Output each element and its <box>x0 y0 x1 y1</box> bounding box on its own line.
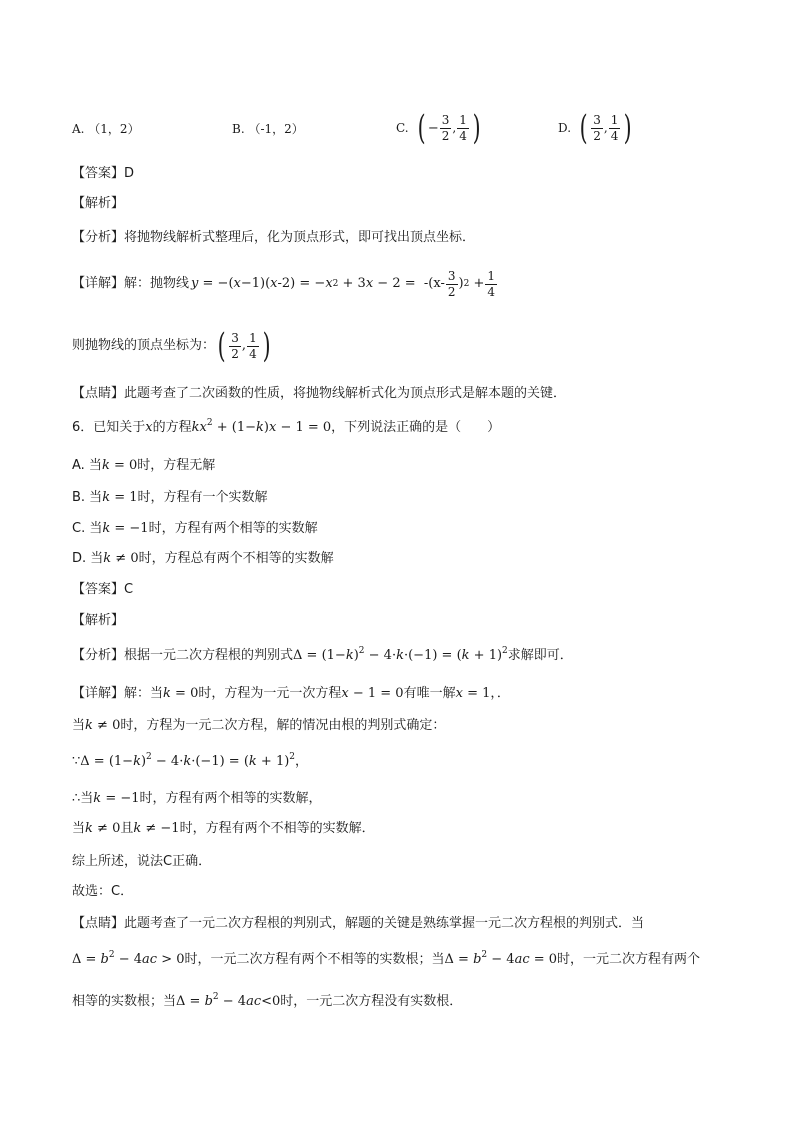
fenxi-line-q6: 【分析】根据一元二次方程根的判别式$\Delta = (1-k)^2 - 4\cdot k\cdot(-1) = (k + 1)^2$求解即可． <box>72 646 573 663</box>
q6-option-d: D. 当k ≠ 0时，方程总有两个不相等的实数解 <box>72 551 334 566</box>
option-c: C. ( − $\frac{3}{2}$ , $\frac{1}{4}$ ) <box>396 108 481 148</box>
vertex-line-q5: 则抛物线的顶点坐标为： ( $\frac{3}{2}$ , $\frac{1}{4}$ ) <box>72 326 271 366</box>
dianjing-line-q6-1: 【点睛】此题考查了一元二次方程根的判别式，解题的关键是熟练掌握一元二次方程根的判别式．当 <box>72 916 645 931</box>
q6-option-c: C. 当k = −1时，方程有两个相等的实数解 <box>72 521 318 536</box>
dianjing-line-q5: 【点睛】此题考查了二次函数的性质，将抛物线解析式化为顶点形式是解本题的关键． <box>72 386 567 401</box>
q6-option-b: B. 当k = 1时，方程有一个实数解 <box>72 490 268 505</box>
detail-line-q6-4: ∴当k = −1时，方程有两个相等的实数解， <box>72 791 322 806</box>
analysis-heading-q6: 【解析】 <box>72 613 125 628</box>
analysis-heading-q5: 【解析】 <box>72 196 125 211</box>
option-a: A. （1，2） <box>72 121 140 136</box>
detail-line-q6-5: 当k ≠ 0且k ≠ −1时，方程有两个不相等的实数解． <box>72 821 375 836</box>
answer-line-q5: 【答案】D <box>72 166 135 181</box>
option-d: D. ( $\frac{3}{2}$ , $\frac{1}{4}$ ) <box>558 108 633 148</box>
option-b: B. （-1，2） <box>232 121 304 136</box>
choose-line-q6: 故选：C． <box>72 884 134 899</box>
fenxi-line-q5: 【分析】将抛物线解析式整理后，化为顶点形式，即可找出顶点坐标． <box>72 230 476 245</box>
detail-line-q6-1: 【详解】解：当k = 0时，方程为一元一次方程x − 1 = 0有唯一解x = 1，． <box>72 686 510 701</box>
q6-option-a: A. 当k = 0时，方程无解 <box>72 458 216 473</box>
question-6-stem: 6．已知关于x的方程$kx^2 + (1-k)x - 1 = 0$，下列说法正确的是（ ） <box>72 418 501 435</box>
summary-line-q6: 综上所述，说法C正确． <box>72 854 212 869</box>
detail-line-q6-3: ∵Δ = $(1-k)^2 - 4\cdot k\cdot(-1) = (k + 1)^2$， <box>72 752 309 769</box>
dianjing-line-q6-3: 相等的实数根；当$\Delta = b^2 - 4ac<0$时，一元二次方程没有实数根． <box>72 992 463 1009</box>
detail-line-q5: 【详解】 解：抛物线 y = −( x −1)( x -2) = − x 2 + 3 x − 2 = -(x- $\frac{3}{2}$ ) 2 + $\frac{1}{4}$ <box>72 268 495 299</box>
dianjing-line-q6-2: $\Delta = b^2 - 4ac > 0$时，一元二次方程有两个不相等的实数根；当$\Delta = b^2 - 4ac = 0$时，一元二次方程有两个 <box>72 950 701 967</box>
detail-line-q6-2: 当k ≠ 0时，方程为一元二次方程，解的情况由根的判别式确定： <box>72 718 446 733</box>
answer-line-q6: 【答案】C <box>72 582 134 597</box>
